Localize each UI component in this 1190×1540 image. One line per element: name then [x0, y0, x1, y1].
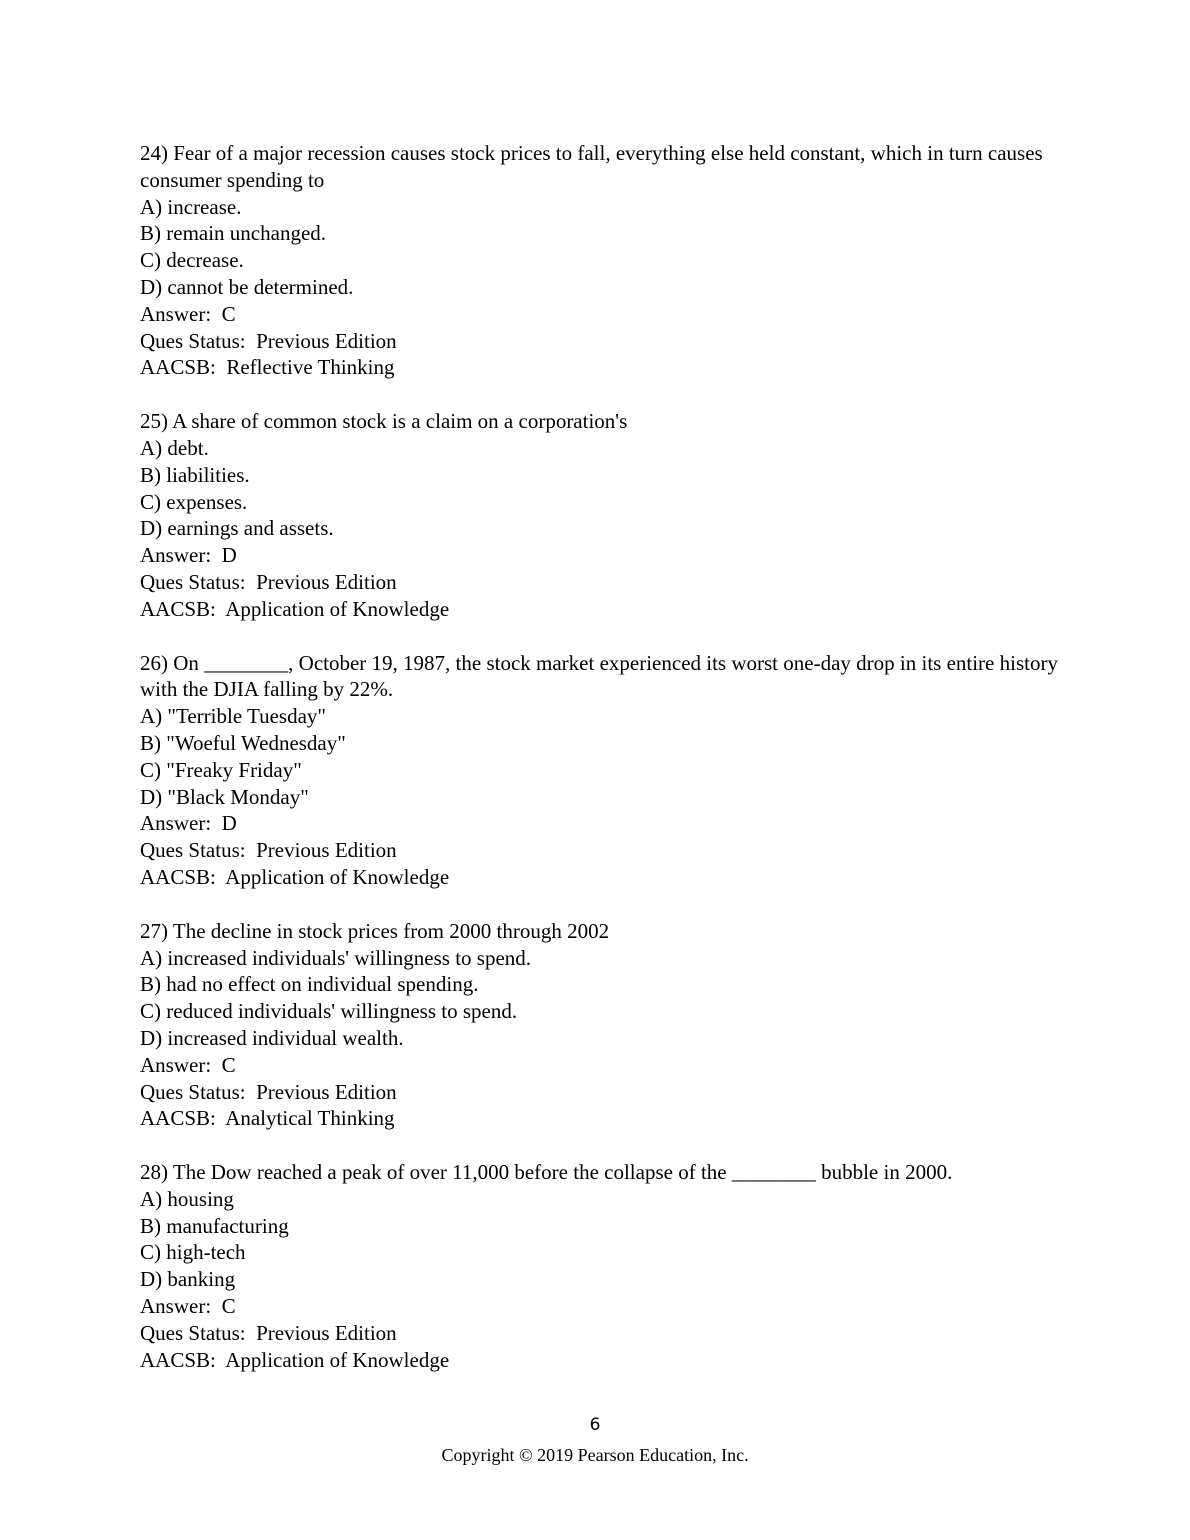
page-number: 6	[589, 1415, 601, 1435]
question-prompt: 26) On ________, October 19, 1987, the stock market experienced its worst one-day drop in its entire history with the DJIA falling by 22%.	[140, 650, 1064, 702]
aacsb-tag: AACSB: Reflective Thinking	[140, 355, 395, 380]
answer: Answer: C	[140, 1294, 236, 1319]
option-a: A) "Terrible Tuesday"	[140, 704, 326, 729]
answer: Answer: C	[140, 301, 236, 326]
aacsb-tag: AACSB: Analytical Thinking	[140, 1106, 395, 1131]
option-c: C) decrease.	[140, 248, 244, 273]
answer: Answer: D	[140, 811, 237, 836]
question-prompt: 28) The Dow reached a peak of over 11,000 before the collapse of the ________ bubble in 2000.	[140, 1160, 953, 1185]
option-d: D) "Black Monday"	[140, 784, 309, 809]
ques-status: Ques Status: Previous Edition	[140, 569, 397, 594]
option-b: B) had no effect on individual spending.	[140, 972, 479, 997]
answer: Answer: D	[140, 543, 237, 568]
ques-status: Ques Status: Previous Edition	[140, 328, 397, 353]
question-24	[140, 140, 1060, 381]
question-prompt: 24) Fear of a major recession causes stock prices to fall, everything else held constant, which in turn causes consumer spending to	[140, 141, 1048, 192]
option-b: B) "Woeful Wednesday"	[140, 730, 346, 755]
option-d: D) banking	[140, 1267, 236, 1292]
copyright-notice: Copyright © 2019 Pearson Education, Inc.	[441, 1445, 749, 1465]
option-c: C) reduced individuals' willingness to spend.	[140, 999, 518, 1024]
answer: Answer: C	[140, 1052, 236, 1077]
question-28	[140, 1159, 1060, 1373]
question-27	[140, 918, 1060, 1132]
question-26	[140, 650, 1064, 891]
aacsb-tag: AACSB: Application of Knowledge	[140, 864, 450, 889]
aacsb-tag: AACSB: Application of Knowledge	[140, 1347, 450, 1372]
ques-status: Ques Status: Previous Edition	[140, 1079, 397, 1104]
question-prompt: 27) The decline in stock prices from 2000 through 2002	[140, 918, 610, 943]
aacsb-tag: AACSB: Application of Knowledge	[140, 596, 450, 621]
question-25	[140, 408, 1060, 622]
option-b: B) manufacturing	[140, 1213, 289, 1238]
option-c: C) expenses.	[140, 489, 248, 514]
option-a: A) increase.	[140, 194, 242, 219]
ques-status: Ques Status: Previous Edition	[140, 838, 397, 863]
option-c: C) high-tech	[140, 1240, 246, 1265]
ques-status: Ques Status: Previous Edition	[140, 1320, 397, 1345]
question-prompt: 25) A share of common stock is a claim on a corporation's	[140, 409, 628, 434]
option-b: B) remain unchanged.	[140, 221, 327, 246]
option-a: A) housing	[140, 1186, 234, 1211]
option-b: B) liabilities.	[140, 462, 250, 487]
question-list	[140, 140, 1064, 1400]
option-a: A) increased individuals' willingness to spend.	[140, 945, 532, 970]
option-a: A) debt.	[140, 435, 209, 460]
option-d: D) cannot be determined.	[140, 274, 354, 299]
option-d: D) earnings and assets.	[140, 516, 334, 541]
option-c: C) "Freaky Friday"	[140, 757, 302, 782]
option-d: D) increased individual wealth.	[140, 1025, 404, 1050]
